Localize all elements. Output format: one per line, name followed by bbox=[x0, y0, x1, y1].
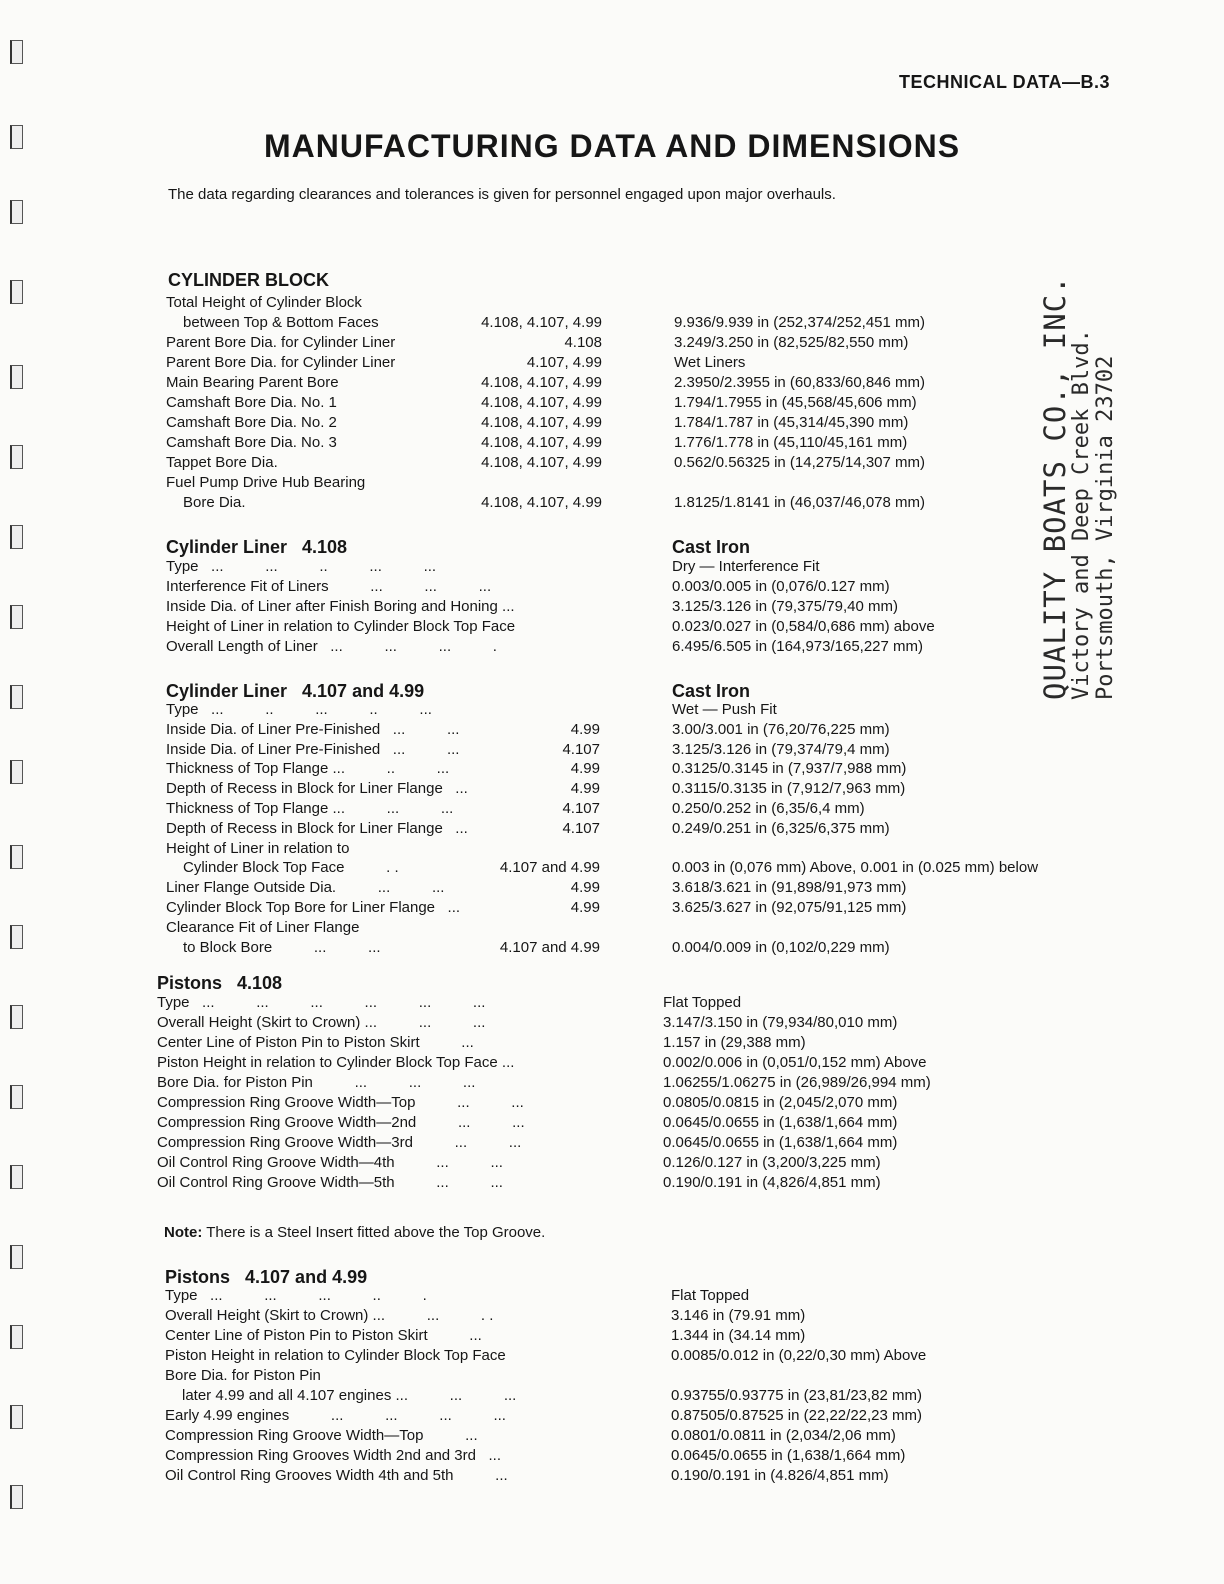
spec-label: Height of Liner in relation to bbox=[166, 839, 350, 857]
spec-engine-model: 4.108, 4.107, 4.99 bbox=[481, 374, 602, 391]
spec-value: 1.794/1.7955 in (45,568/45,606 mm) bbox=[674, 394, 917, 411]
spec-row bbox=[0, 799, 1224, 819]
note bbox=[164, 1224, 545, 1241]
spec-value: 3.625/3.627 in (92,075/91,125 mm) bbox=[672, 899, 907, 916]
spec-label: Center Line of Piston Pin to Piston Skirt ... bbox=[157, 1034, 474, 1051]
spec-engine-model: 4.99 bbox=[570, 899, 600, 916]
spec-label: Cylinder Block Top Face . . bbox=[183, 859, 399, 877]
spec-row bbox=[0, 993, 1224, 1013]
section-heading: Cylinder Liner 4.108 bbox=[166, 537, 348, 557]
section-heading: Pistons 4.108 bbox=[157, 973, 283, 993]
spec-value: 3.146 in (79.91 mm) bbox=[671, 1307, 806, 1324]
spec-row bbox=[0, 720, 1224, 740]
spec-engine-model: 4.99 bbox=[570, 879, 600, 897]
spec-label: Height of Liner in relation to Cylinder Block Top Face bbox=[166, 618, 516, 635]
spec-engine-model: 4.107 and 4.99 bbox=[499, 859, 600, 877]
spec-value: 0.190/0.191 in (4,826/4,851 mm) bbox=[663, 1174, 881, 1191]
spec-row bbox=[0, 759, 1224, 779]
spec-label: Bore Dia. bbox=[183, 494, 246, 511]
spec-label: Parent Bore Dia. for Cylinder Liner bbox=[166, 354, 396, 371]
spec-label: Liner Flange Outside Dia. ... ... bbox=[166, 879, 445, 897]
spec-row bbox=[0, 1426, 1224, 1446]
spec-row bbox=[0, 1093, 1224, 1113]
spec-value: 3.249/3.250 in (82,525/82,550 mm) bbox=[674, 334, 909, 351]
spec-label: Interference Fit of Liners ... ... ... bbox=[166, 578, 492, 595]
spec-value: 9.936/9.939 in (252,374/252,451 mm) bbox=[674, 314, 926, 331]
spec-label: Cylinder Block Top Bore for Liner Flange ... bbox=[166, 899, 461, 916]
spec-engine-model: 4.99 bbox=[570, 720, 600, 738]
spec-value: 0.0645/0.0655 in (1,638/1,664 mm) bbox=[663, 1134, 898, 1151]
note-text: There is a Steel Insert fitted above the Top Groove. bbox=[206, 1224, 546, 1241]
stamp-line-1: QUALITY BOATS CO., INC. bbox=[1038, 275, 1072, 700]
spec-label: Thickness of Top Flange ... ... ... bbox=[166, 800, 454, 817]
spec-row bbox=[0, 1346, 1224, 1366]
spec-row bbox=[0, 1366, 1224, 1386]
spec-row bbox=[0, 617, 1224, 637]
spec-value: Wet — Push Fit bbox=[672, 701, 777, 718]
spec-row bbox=[0, 938, 1224, 958]
spec-value: 0.003/0.005 in (0,076/0.127 mm) bbox=[672, 578, 890, 595]
spec-value: 1.776/1.778 in (45,110/45,161 mm) bbox=[674, 434, 908, 451]
spec-label: Early 4.99 engines ... ... ... ... bbox=[165, 1407, 506, 1424]
spec-row bbox=[0, 1286, 1224, 1306]
spec-label: Bore Dia. for Piston Pin ... ... ... bbox=[157, 1074, 476, 1091]
spec-value: 0.190/0.191 in (4.826/4,851 mm) bbox=[671, 1467, 889, 1484]
spec-value: 0.004/0.009 in (0,102/0,229 mm) bbox=[672, 938, 890, 956]
spec-row bbox=[0, 393, 1224, 413]
spec-label: Overall Height (Skirt to Crown) ... ... . . bbox=[165, 1307, 494, 1324]
spec-label: Inside Dia. of Liner Pre-Finished ... ... bbox=[166, 740, 460, 758]
spec-row bbox=[0, 858, 1224, 878]
spec-label: Compression Ring Grooves Width 2nd and 3rd ... bbox=[165, 1447, 501, 1464]
spec-label: Camshaft Bore Dia. No. 3 bbox=[166, 434, 337, 451]
spec-label: Type ... ... .. ... ... bbox=[166, 558, 437, 575]
spec-row bbox=[0, 413, 1224, 433]
spec-value: 1.784/1.787 in (45,314/45,390 mm) bbox=[674, 414, 909, 431]
spec-row bbox=[0, 839, 1224, 859]
spec-label: Camshaft Bore Dia. No. 1 bbox=[166, 394, 337, 411]
spec-label: Piston Height in relation to Cylinder Block Top Face ... bbox=[157, 1054, 515, 1071]
spec-label: Oil Control Ring Groove Width—4th ... ... bbox=[157, 1154, 503, 1171]
spec-engine-model: 4.108, 4.107, 4.99 bbox=[481, 314, 602, 331]
spec-value: 3.00/3.001 in (76,20/76,225 mm) bbox=[672, 720, 890, 738]
spec-label: Depth of Recess in Block for Liner Flange ... bbox=[166, 780, 468, 798]
spec-value: Flat Topped bbox=[663, 994, 742, 1011]
spec-value: 0.562/0.56325 in (14,275/14,307 mm) bbox=[674, 454, 926, 471]
spec-value: 0.0085/0.012 in (0,22/0,30 mm) Above bbox=[671, 1347, 927, 1364]
spec-row bbox=[0, 1306, 1224, 1326]
spec-row bbox=[0, 313, 1224, 333]
spec-value: 0.0805/0.0815 in (2,045/2,070 mm) bbox=[663, 1094, 898, 1111]
stamp-line-2: Victory and Deep Creek Blvd. bbox=[1069, 329, 1095, 700]
spec-label: Total Height of Cylinder Block bbox=[166, 294, 362, 311]
spec-engine-model: 4.107 bbox=[562, 819, 600, 837]
spec-row bbox=[0, 1326, 1224, 1346]
spec-engine-model: 4.107 and 4.99 bbox=[499, 938, 600, 956]
spec-row bbox=[0, 1466, 1224, 1486]
section-heading: Cylinder Liner 4.107 and 4.99 bbox=[166, 681, 425, 701]
spec-value: Dry — Interference Fit bbox=[672, 558, 820, 575]
spec-value: 0.0801/0.0811 in (2,034/2,06 mm) bbox=[671, 1427, 896, 1444]
spec-value: 0.3125/0.3145 in (7,937/7,988 mm) bbox=[672, 760, 907, 778]
spec-label: Piston Height in relation to Cylinder Block Top Face bbox=[165, 1347, 506, 1364]
spec-engine-model: 4.107 bbox=[562, 800, 600, 817]
spec-label: Fuel Pump Drive Hub Bearing bbox=[166, 474, 366, 491]
spec-value: 1.344 in (34.14 mm) bbox=[671, 1327, 806, 1344]
spec-label: Clearance Fit of Liner Flange bbox=[166, 918, 360, 936]
spec-value: 6.495/6.505 in (164,973/165,227 mm) bbox=[672, 638, 924, 655]
spec-row bbox=[0, 1446, 1224, 1466]
spec-value: 0.93755/0.93775 in (23,81/23,82 mm) bbox=[671, 1387, 923, 1404]
spec-label: later 4.99 and all 4.107 engines ... ... ... bbox=[182, 1387, 517, 1404]
spec-value: 0.126/0.127 in (3,200/3,225 mm) bbox=[663, 1154, 881, 1171]
spec-row bbox=[0, 577, 1224, 597]
spec-engine-model: 4.107 bbox=[562, 740, 600, 758]
spec-label: Type ... ... ... .. . bbox=[165, 1287, 427, 1304]
spec-engine-model: 4.108, 4.107, 4.99 bbox=[481, 394, 602, 411]
spec-engine-model: 4.107, 4.99 bbox=[526, 354, 602, 371]
spec-value: 0.3115/0.3135 in (7,912/7,963 mm) bbox=[672, 780, 906, 798]
stamp-line-3: Portsmouth, Virginia 23702 bbox=[1092, 355, 1118, 700]
spec-engine-model: 4.108, 4.107, 4.99 bbox=[481, 494, 602, 511]
spec-label: Compression Ring Groove Width—Top ... bbox=[165, 1427, 478, 1444]
spec-row bbox=[0, 1173, 1224, 1193]
spec-row bbox=[0, 918, 1224, 938]
spec-engine-model: 4.108, 4.107, 4.99 bbox=[481, 414, 602, 431]
spec-value: 0.003 in (0,076 mm) Above, 0.001 in (0.025 mm) below bbox=[672, 859, 1039, 877]
spec-label: Type ... .. ... .. ... bbox=[166, 701, 432, 718]
spec-label: Depth of Recess in Block for Liner Flange ... bbox=[166, 819, 468, 837]
spec-engine-model: 4.99 bbox=[570, 780, 600, 798]
spec-value: 0.0645/0.0655 in (1,638/1,664 mm) bbox=[671, 1447, 906, 1464]
spec-row bbox=[0, 557, 1224, 577]
spec-label: Overall Length of Liner ... ... ... . bbox=[166, 638, 497, 655]
spec-row bbox=[0, 898, 1224, 918]
spec-label: Center Line of Piston Pin to Piston Skirt ... bbox=[165, 1327, 482, 1344]
spec-label: Oil Control Ring Grooves Width 4th and 5th ... bbox=[165, 1467, 508, 1484]
page-title: MANUFACTURING DATA AND DIMENSIONS bbox=[263, 128, 961, 164]
spec-row bbox=[0, 878, 1224, 898]
spec-row bbox=[0, 453, 1224, 473]
spec-value: 0.87505/0.87525 in (22,22/22,23 mm) bbox=[671, 1407, 923, 1424]
spec-label: Camshaft Bore Dia. No. 2 bbox=[166, 414, 337, 431]
spec-label: Thickness of Top Flange ... .. ... bbox=[166, 760, 450, 778]
spec-label: Inside Dia. of Liner after Finish Boring and Honing ... bbox=[166, 598, 515, 615]
spec-label: between Top & Bottom Faces bbox=[183, 314, 379, 331]
spec-row bbox=[0, 293, 1224, 313]
spec-row bbox=[0, 1406, 1224, 1426]
spec-row bbox=[0, 1013, 1224, 1033]
spec-row bbox=[0, 1386, 1224, 1406]
spec-label: to Block Bore ... ... bbox=[183, 938, 381, 956]
spec-row bbox=[0, 373, 1224, 393]
spec-value: 3.125/3.126 in (79,375/79,40 mm) bbox=[672, 598, 898, 615]
section-heading: CYLINDER BLOCK bbox=[168, 270, 329, 290]
spec-label: Inside Dia. of Liner Pre-Finished ... ... bbox=[166, 720, 460, 738]
intro-text: The data regarding clearances and tolerances is given for personnel engaged upon major overhauls. bbox=[168, 186, 836, 203]
spec-value: 3.618/3.621 in (91,898/91,973 mm) bbox=[672, 879, 907, 897]
spec-row bbox=[0, 333, 1224, 353]
spec-label: Compression Ring Groove Width—3rd ... ... bbox=[157, 1134, 522, 1151]
spec-row bbox=[0, 1033, 1224, 1053]
spec-row bbox=[0, 779, 1224, 799]
spec-value: 2.3950/2.3955 in (60,833/60,846 mm) bbox=[674, 374, 926, 391]
spec-value: 3.147/3.150 in (79,934/80,010 mm) bbox=[663, 1014, 898, 1031]
spec-engine-model: 4.108 bbox=[564, 334, 602, 351]
spec-label: Compression Ring Groove Width—Top ... ... bbox=[157, 1094, 524, 1111]
section-heading: Pistons 4.107 and 4.99 bbox=[165, 1267, 368, 1287]
spec-value: 1.8125/1.8141 in (46,037/46,078 mm) bbox=[674, 494, 926, 511]
spec-row bbox=[0, 740, 1224, 760]
spec-row bbox=[0, 637, 1224, 657]
note-label: Note: bbox=[164, 1224, 203, 1241]
spec-value: 3.125/3.126 in (79,374/79,4 mm) bbox=[672, 740, 890, 758]
spec-value: 0.002/0.006 in (0,051/0,152 mm) Above bbox=[663, 1054, 927, 1071]
spec-value: 1.157 in (29,388 mm) bbox=[663, 1034, 806, 1051]
spec-label: Tappet Bore Dia. bbox=[166, 454, 278, 471]
spec-row bbox=[0, 1153, 1224, 1173]
spec-value: Flat Topped bbox=[671, 1287, 750, 1304]
spec-row bbox=[0, 433, 1224, 453]
spec-row bbox=[0, 473, 1224, 493]
spec-row bbox=[0, 1053, 1224, 1073]
spec-row bbox=[0, 1133, 1224, 1153]
section-material: Cast Iron bbox=[672, 537, 751, 557]
spec-label: Compression Ring Groove Width—2nd ... ... bbox=[157, 1114, 525, 1131]
spec-row bbox=[0, 1073, 1224, 1093]
spec-value: 1.06255/1.06275 in (26,989/26,994 mm) bbox=[663, 1074, 931, 1091]
spec-row bbox=[0, 353, 1224, 373]
spec-label: Bore Dia. for Piston Pin bbox=[165, 1367, 321, 1384]
spec-engine-model: 4.108, 4.107, 4.99 bbox=[481, 454, 602, 471]
spec-value: 0.250/0.252 in (6,35/6,4 mm) bbox=[672, 800, 865, 817]
spec-label: Overall Height (Skirt to Crown) ... ... ... bbox=[157, 1014, 486, 1031]
spec-value: 0.249/0.251 in (6,325/6,375 mm) bbox=[672, 819, 890, 837]
spec-engine-model: 4.99 bbox=[570, 760, 600, 778]
spec-value: Wet Liners bbox=[674, 354, 746, 371]
spec-row bbox=[0, 819, 1224, 839]
spec-label: Oil Control Ring Groove Width—5th ... ... bbox=[157, 1174, 503, 1191]
spec-label: Type ... ... ... ... ... ... bbox=[157, 994, 486, 1011]
spec-engine-model: 4.108, 4.107, 4.99 bbox=[481, 434, 602, 451]
spec-row bbox=[0, 1113, 1224, 1133]
spec-row bbox=[0, 700, 1224, 720]
spec-row bbox=[0, 597, 1224, 617]
page-reference: TECHNICAL DATA—B.3 bbox=[899, 72, 1110, 92]
spec-value: 0.0645/0.0655 in (1,638/1,664 mm) bbox=[663, 1114, 898, 1131]
spec-label: Main Bearing Parent Bore bbox=[166, 374, 339, 391]
section-material: Cast Iron bbox=[672, 681, 751, 701]
spec-value: 0.023/0.027 in (0,584/0,686 mm) above bbox=[672, 618, 935, 635]
spec-label: Parent Bore Dia. for Cylinder Liner bbox=[166, 334, 396, 351]
spec-row bbox=[0, 493, 1224, 513]
